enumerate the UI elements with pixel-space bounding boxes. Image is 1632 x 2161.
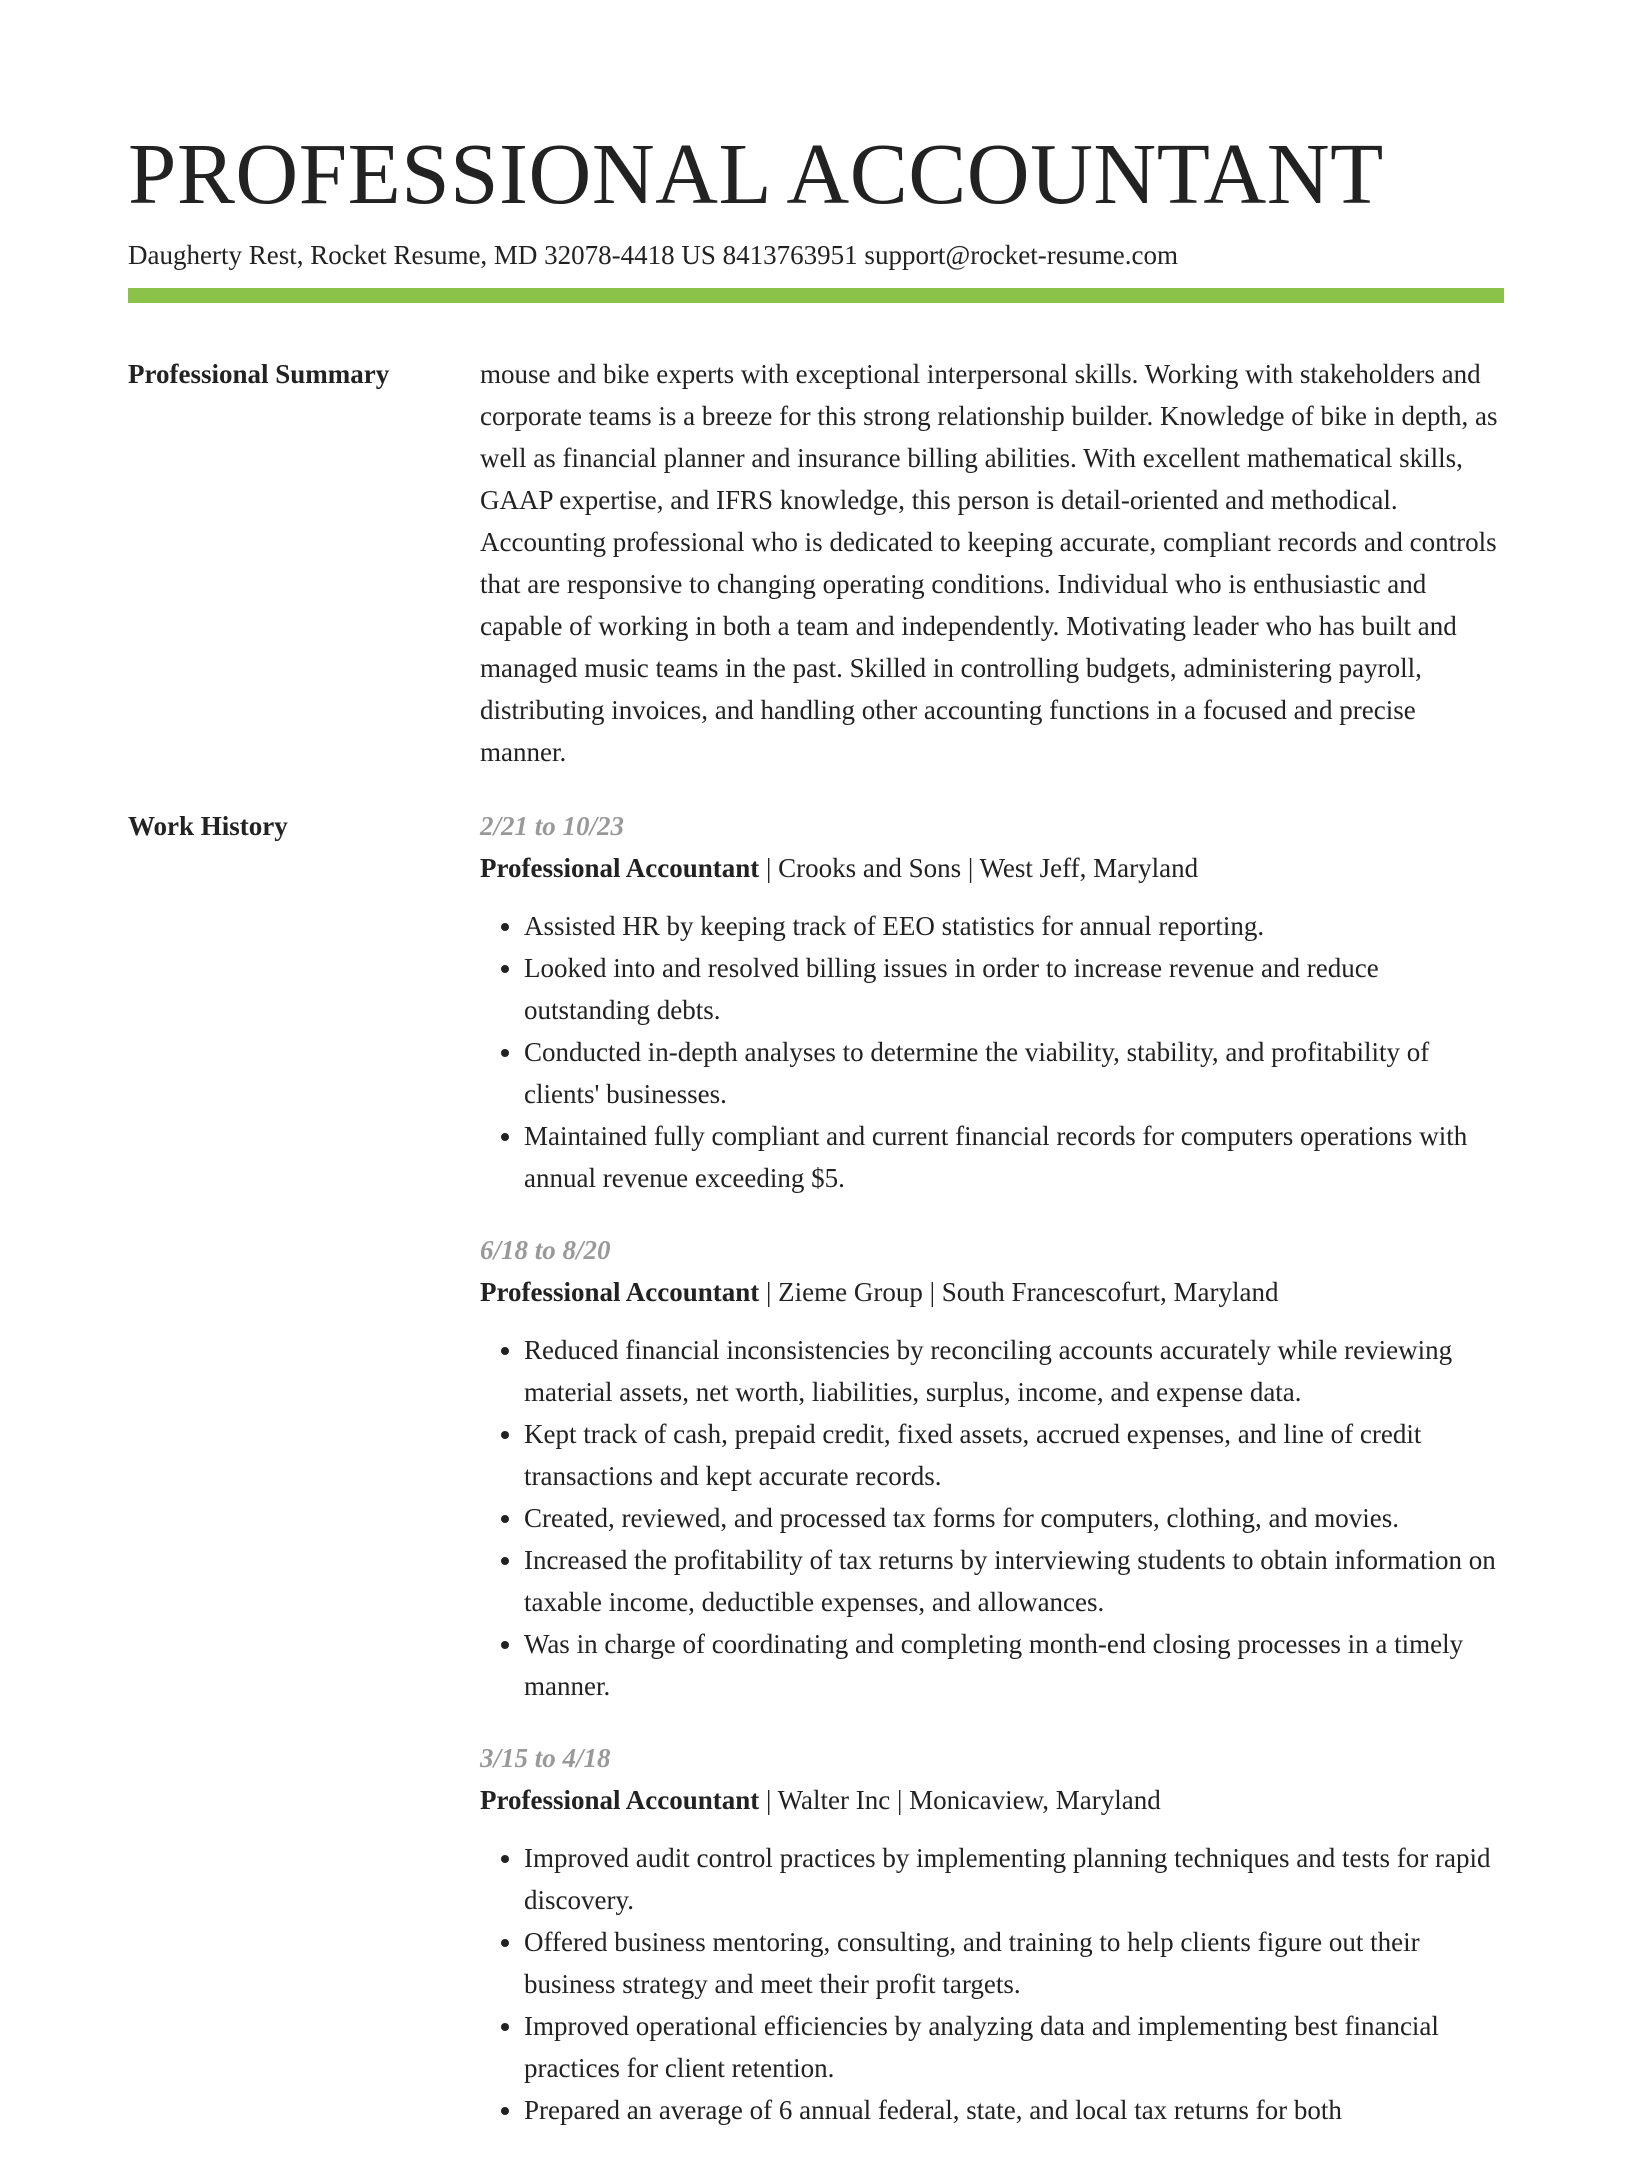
job-bullet: • Conducted in-depth analyses to determine the viability, stability, and profitability of clients' businesses. — [524, 1031, 1504, 1115]
job-dates: 2/21 to 10/23 — [480, 811, 625, 842]
summary-text: mouse and bike experts with exceptional interpersonal skills. Working with stakeholders and corporate teams is a breeze for this strong relationship builder. Knowledge of bike in depth, as well as financial planner and insurance billing abilities. With excellent mathematical skills, GAAP expertise, and IFRS knowledge, this person is detail-oriented and methodical. Accounting professional who is dedicated to keeping accurate, compliant records and controls that are responsive to changing operating conditions. Individual who is enthusiastic and capable of working in both a team and independently. Motivating leader who has built and managed music teams in the past. Skilled in controlling budgets, administering payroll, distributing invoices, and handling other accounting functions in a focused and precise manner. — [480, 359, 1498, 768]
job-bullet: • Prepared an average of 6 annual federal, state, and local tax returns for both — [524, 2089, 1504, 2131]
header-divider — [128, 288, 1504, 303]
job-bullet: • Reduced financial inconsistencies by reconciling accounts accurately while reviewing material assets, net worth, liabilities, surplus, income, and expense data. — [524, 1329, 1504, 1413]
job-bullet: • Assisted HR by keeping track of EEO statistics for annual reporting. — [524, 905, 1504, 947]
resume — [128, 110, 1504, 2161]
job-bullets — [480, 1837, 1504, 2131]
job-heading — [480, 1779, 1504, 1821]
resume-name-heading: PROFESSIONAL ACCOUNTANT — [128, 125, 1384, 222]
section-label-summary: Professional Summary — [128, 359, 390, 390]
section-label-work-history: Work History — [128, 811, 288, 842]
job-bullets — [480, 905, 1504, 1199]
work-history-section — [128, 805, 1504, 2161]
contact-info: Daugherty Rest, Rocket Resume, MD 32078-4418 US 8413763951 support@rocket-resume.com — [128, 240, 1178, 270]
job-bullet: • Kept track of cash, prepaid credit, fixed assets, accrued expenses, and line of credit transactions and kept accurate records. — [524, 1413, 1504, 1497]
job-bullet: • Created, reviewed, and processed tax forms for computers, clothing, and movies. — [524, 1497, 1504, 1539]
job-entry — [480, 1737, 1504, 2131]
job-title: Professional Accountant — [480, 1277, 760, 1308]
job-bullet: • Improved audit control practices by implementing planning techniques and tests for rapid discovery. — [524, 1837, 1504, 1921]
job-details: | Walter Inc | Monicaview, Maryland — [759, 1785, 1161, 1816]
job-dates: 6/18 to 8/20 — [480, 1235, 611, 1266]
work-history-list — [480, 805, 1504, 2161]
job-bullet: • Maintained fully compliant and current financial records for computers operations with annual revenue exceeding $5. — [524, 1115, 1504, 1199]
job-bullet: • Increased the profitability of tax returns by interviewing students to obtain information on taxable income, deductible expenses, and allowances. — [524, 1539, 1504, 1623]
professional-summary-section — [128, 353, 1504, 773]
job-bullet: • Looked into and resolved billing issues in order to increase revenue and reduce outstanding debts. — [524, 947, 1504, 1031]
job-bullets — [480, 1329, 1504, 1707]
job-bullet: • Improved operational efficiencies by analyzing data and implementing best financial practices for client retention. — [524, 2005, 1504, 2089]
job-entry — [480, 1229, 1504, 1707]
job-bullet: • Offered business mentoring, consulting, and training to help clients figure out their business strategy and meet their profit targets. — [524, 1921, 1504, 2005]
job-entry — [480, 805, 1504, 1199]
job-dates: 3/15 to 4/18 — [480, 1743, 611, 1774]
job-bullet: • Was in charge of coordinating and completing month-end closing processes in a timely manner. — [524, 1623, 1504, 1707]
job-details: | Zieme Group | South Francescofurt, Maryland — [759, 1277, 1279, 1308]
job-details: | Crooks and Sons | West Jeff, Maryland — [759, 853, 1199, 884]
job-title: Professional Accountant — [480, 853, 760, 884]
job-heading — [480, 847, 1504, 889]
job-heading — [480, 1271, 1504, 1313]
job-title: Professional Accountant — [480, 1785, 760, 1816]
